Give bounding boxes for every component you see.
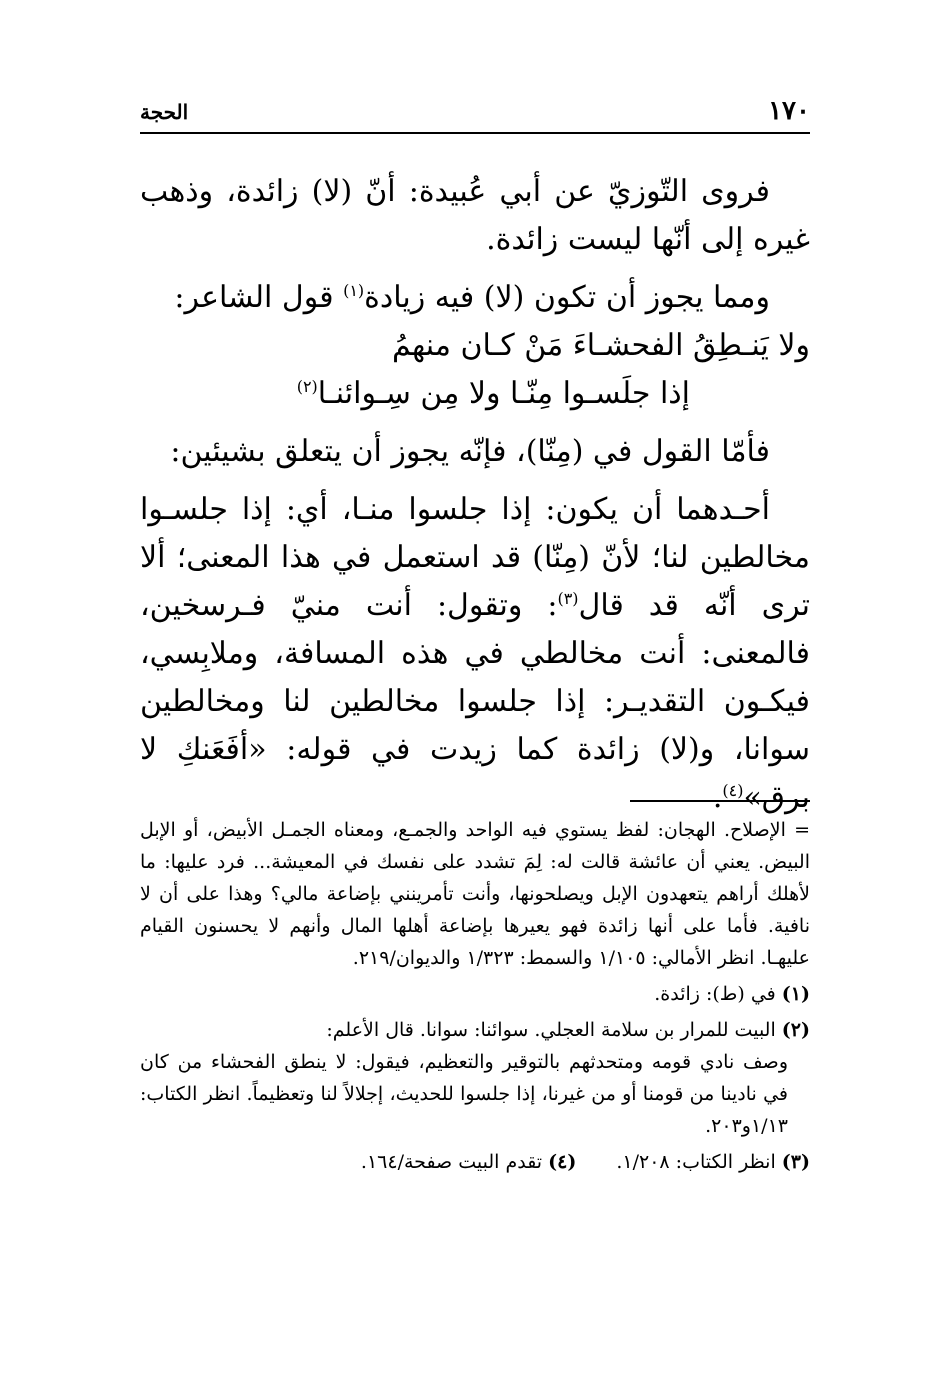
- paragraph-2: [140, 274, 810, 322]
- footnote-2: [140, 1014, 810, 1046]
- footnote-ref-4: (٤): [722, 781, 744, 800]
- verse-line-1: ولا يَنـطِقُ الفحشـاءَ مَنْ كـان منهمُ: [392, 328, 810, 363]
- paragraph-4-part-a: أحـدهما أن يكون: إذا جلسوا منـا، أي: إذا جلسـوا مخالطين لنا؛ لأنّ (مِنّا) قد استعمل في هذا المعنى؛ ألا ترى أنّه قد قال: [140, 492, 810, 623]
- verse-line-2-text: إذا جلَسـوا مِنّـا ولا مِن سِـوائنـا: [317, 376, 690, 411]
- paragraph-4: [140, 486, 810, 822]
- paragraph-3: فأمّا القول في (مِنّا)، فإنّه يجوز أن يتعلق بشيئين:: [170, 434, 770, 469]
- paragraph-4-end: .: [712, 780, 723, 815]
- footnote-1: [140, 978, 810, 1010]
- header-rule: [140, 132, 810, 134]
- footnote-ref-2: (٢): [296, 377, 318, 396]
- footnote-continuation: = الإصلاح. الهجان: لفظ يستوي فيه الواحد والجمـع، ومعناه الجمـل الأبيض، أو الإبل البيض. يعني أن عائشة قالت له: لِمَ تشدد على نفسك في المعيشة... فرد عليها: ما لأهلك أراهم يتعهدون الإبل ويصلحونها، وأنت تأمرينني بإضاعة مالي؟ وهذا على أن لا نافية. فأما على أنها زائدة فهو يعيرها بإضاعة أهلها المال وأنهم لا يحسنون القيام عليهـا. انظر الأمالي: ١/١٠٥ والسمط: ١/٣٢٣ والديوان/٢١٩.: [140, 819, 810, 969]
- footnote-ref-1: (١): [343, 281, 365, 300]
- verse-line-2: [140, 370, 810, 418]
- page-header: [140, 96, 810, 132]
- running-title: الحجة: [140, 100, 189, 124]
- footnote-3-number: (٣): [781, 1151, 810, 1173]
- footnote-1-text: في (ط): زائدة.: [654, 983, 782, 1005]
- footnote-3-4: [140, 1146, 810, 1178]
- paragraph-4-part-b: : وتقول: أنت منيّ فـرسخين، فالمعنى: أنت مخالطي في هذه المسافة، وملابِسي، فيكـون التقديـر: إذا جلسوا مخالطين لنا ومخالطين سوانا، و(لا) زائدة كما زيدت في قوله: «أفَعَنكِ لا برق»: [140, 588, 810, 815]
- footnote-ref-3: (٣): [557, 589, 579, 608]
- footnote-rule: [630, 800, 810, 802]
- footnote-2-text-a: البيت للمرار بن سلامة العجلي. سوائنا: سوانا. قال الأعلم:: [326, 1019, 782, 1041]
- paragraph-1: فروى التّوزيّ عن أبي عُبيدة: أنّ (لا) زائدة، وذهب غيره إلى أنّها ليست زائدة.: [140, 174, 810, 257]
- footnote-4-text: تقدم البيت صفحة/١٦٤.: [360, 1151, 549, 1173]
- footnote-3-text: انظر الكتاب: ١/٢٠٨.: [616, 1151, 782, 1173]
- footnote-2-quote: وصف نادي قومه ومتحدثهم بالتوقير والتعظيم، فيقول: لا ينطق الفحشاء من كان في نادينا من قومنا أو من غيرنا، إذا جلسوا للحديث، إجلالاً لنا وتعظيماً. انظر الكتاب: ١/١٣و٢٠٣.: [140, 1051, 788, 1137]
- footnote-1-number: (١): [781, 983, 810, 1005]
- footnote-2-number: (٢): [781, 1019, 810, 1041]
- paragraph-2-tail: قول الشاعر:: [174, 280, 344, 315]
- footnote-4-number: (٤): [548, 1151, 577, 1173]
- footnotes: [140, 814, 810, 1178]
- paragraph-2-text: ومما يجوز أن تكون (لا) فيه زيادة: [364, 280, 770, 315]
- main-text: [140, 168, 810, 822]
- page-number: ١٧٠: [768, 96, 810, 126]
